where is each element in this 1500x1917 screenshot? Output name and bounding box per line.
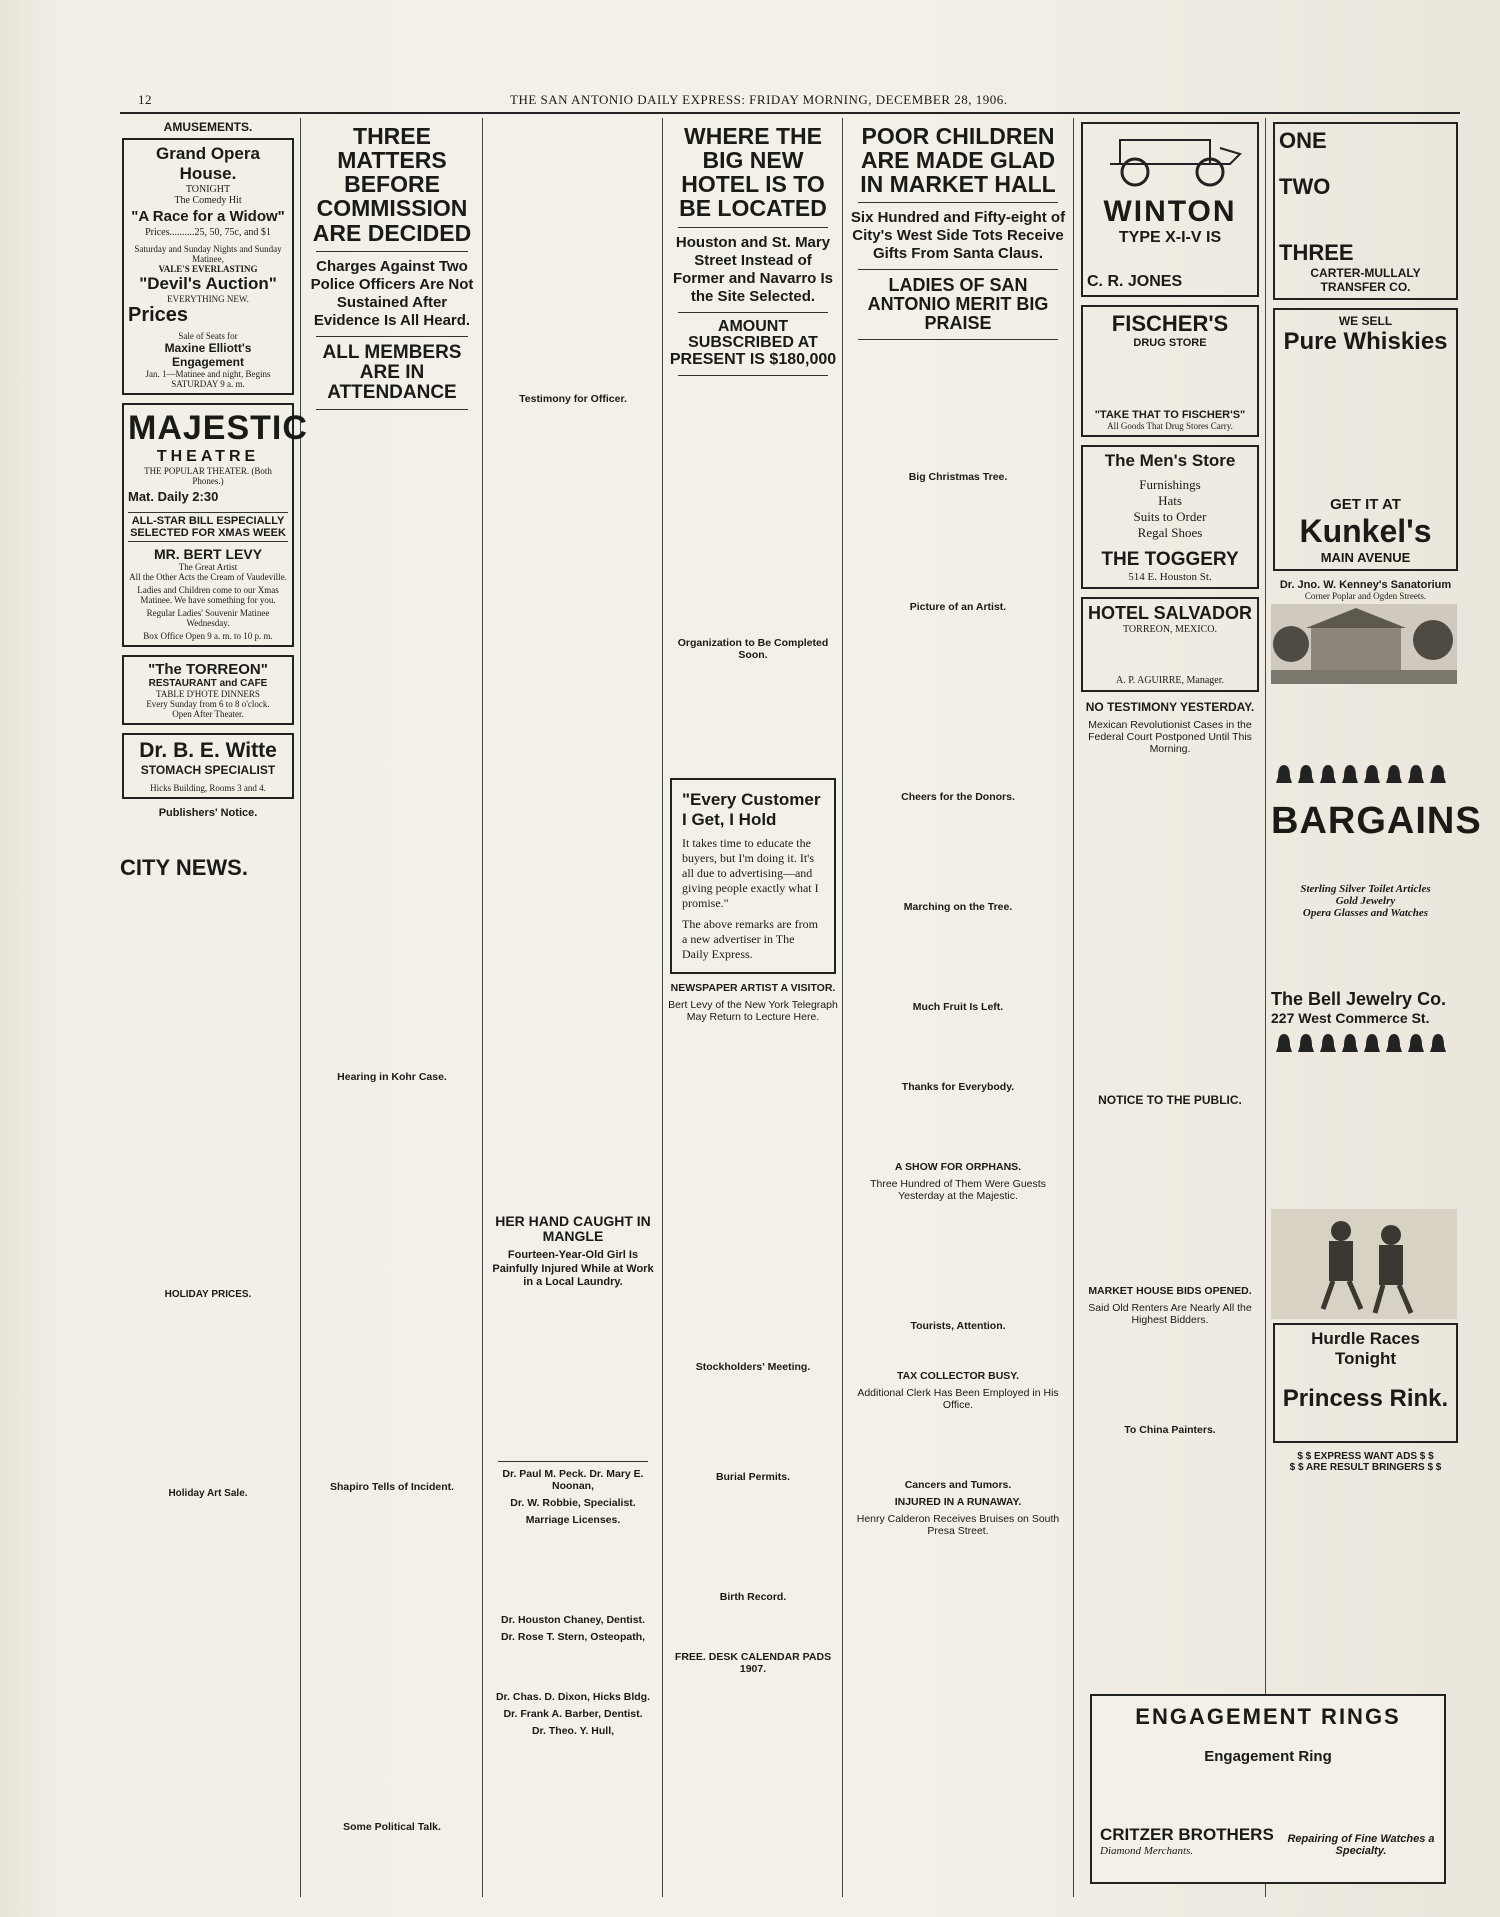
restaurant-line: RESTAURANT and CAFE <box>148 678 268 689</box>
whiskies-ad <box>1273 308 1458 571</box>
winton-type: TYPE X-I-V IS <box>1118 229 1222 246</box>
tonight-label: TONIGHT <box>185 184 231 195</box>
children-deck: Six Hundred and Fifty-eight of City's West Side Tots Receive Gifts From Santa Claus. <box>850 209 1066 263</box>
stomach-line: STOMACH SPECIALIST <box>140 763 276 777</box>
body-text <box>1279 1369 1452 1385</box>
body-text <box>848 1335 1068 1365</box>
body-text <box>488 1740 658 1800</box>
subhead: Tourists, Attention. <box>910 1320 1006 1333</box>
critzer-brothers: CRITZER BROTHERS <box>1100 1825 1274 1844</box>
skaters-illustration <box>1271 1209 1457 1319</box>
after-line: Open After Theater. <box>172 709 244 719</box>
hotel-deck-2: AMOUNT SUBSCRIBED AT PRESENT IS $180,000 <box>669 317 837 369</box>
tax-deck: Additional Clerk Has Been Employed in His Office. <box>857 1387 1059 1412</box>
opera-house-ad <box>122 138 294 395</box>
body-text <box>668 382 838 632</box>
body-text <box>120 1304 296 1484</box>
column-commission <box>306 118 478 1897</box>
bell-address: 227 West Commerce St. <box>1271 1010 1430 1026</box>
hotel-deck: Houston and St. Mary Street Instead of Former and Navarro Is the Site Selected. <box>672 233 834 305</box>
artist-deck: Bert Levy of the New York Telegraph May Return to Lecture Here. <box>668 998 838 1023</box>
body-text <box>1279 154 1452 174</box>
body-text <box>488 118 658 388</box>
prices-line: Prices..........25, 50, 75c, and $1 <box>145 227 271 238</box>
express-ad-foot: The above remarks are from a new advertiser in The Daily Express. <box>682 916 818 961</box>
subhead: Cancers and Tumors. <box>904 1479 1012 1492</box>
body-text <box>848 1540 1068 1640</box>
masthead-rule <box>120 112 1460 114</box>
bell-jewelry: The Bell Jewelry Co. <box>1271 989 1447 1009</box>
body-text <box>306 1086 478 1476</box>
marriage-licenses: Marriage Licenses. <box>525 1513 621 1526</box>
salvador-location: TORREON, MEXICO. <box>1123 624 1217 635</box>
column-divider <box>1265 118 1266 1897</box>
column-divider <box>662 118 663 1897</box>
subhead: Big Christmas Tree. <box>908 471 1008 484</box>
ladies-line: Ladies and Children come to our Xmas Matinee. We have something for you. <box>137 585 279 605</box>
engagement-ad <box>1090 1694 1446 1884</box>
headline-deck: Charges Against Two Police Officers Are Not Sustained After Evidence Is All Heard. <box>310 257 474 329</box>
body-text <box>1087 247 1253 273</box>
jones-name: C. R. JONES <box>1087 273 1183 290</box>
artist-headline: NEWSPAPER ARTIST A VISITOR. <box>670 981 836 994</box>
three-label: THREE <box>1279 240 1354 265</box>
column-ads-2 <box>1271 118 1482 1897</box>
body-text <box>306 416 478 1066</box>
hurdle-title: Hurdle Races Tonight <box>1311 1329 1420 1368</box>
kunkels: Kunkel's <box>1299 513 1432 549</box>
majestic-ad <box>122 403 308 647</box>
body-text <box>848 916 1068 996</box>
body-text <box>488 1529 658 1609</box>
carter-mullaly: CARTER-MULLALY TRANSFER CO. <box>1310 266 1421 294</box>
opera-line: Opera Glasses and Watches <box>1302 907 1429 919</box>
sale-line: Sale of Seats for <box>178 331 238 341</box>
two-label: TWO <box>1279 174 1331 199</box>
express-ad-body: It takes time to educate the buyers, but I'm doing it. It's all due to advertising—and giving people exactly what I promise." <box>682 835 819 910</box>
china-painters: To China Painters. <box>1124 1424 1216 1436</box>
body-text <box>848 1414 1068 1474</box>
children-deck-2: LADIES OF SAN ANTONIO MERIT BIG PRAISE <box>867 275 1049 334</box>
body-text <box>1271 687 1460 757</box>
body-text <box>1271 843 1460 883</box>
one-label: ONE <box>1279 128 1327 153</box>
hicks-line: Hicks Building, Rooms 3 and 4. <box>150 783 266 793</box>
bell-icon <box>1276 763 1456 789</box>
children-headline: POOR CHILDREN ARE MADE GLAD IN MARKET HALL <box>860 123 1056 198</box>
subhead: Marching on the Tree. <box>903 901 1013 914</box>
market-deck: Said Old Renters Are Nearly All the Highest Bidders. <box>1088 1302 1252 1326</box>
hats: Hats <box>1158 493 1182 508</box>
body-text <box>120 1503 296 1623</box>
body-text <box>1079 758 1261 1088</box>
result-bringers: $ $ ARE RESULT BRINGERS $ $ <box>1289 1462 1442 1473</box>
body-text <box>1087 349 1253 409</box>
body-text <box>488 1646 658 1686</box>
subhead: Thanks for Everybody. <box>901 1081 1015 1094</box>
mangle-headline: HER HAND CAUGHT IN MANGLE <box>495 1213 651 1244</box>
professional-card: Dr. Chas. D. Dixon, Hicks Bldg. <box>495 1690 651 1703</box>
toggery-address: 514 E. Houston St. <box>1128 571 1212 583</box>
publishers-notice: Publishers' Notice. <box>158 807 258 819</box>
body-text <box>668 1606 838 1646</box>
furnishings: Furnishings <box>1139 477 1201 492</box>
diamond-merchants: Diamond Merchants. <box>1100 1845 1194 1857</box>
subhead: Burial Permits. <box>715 1470 791 1483</box>
jan-line: Jan. 1—Matinee and night, Begins SATURDAY 9 a. m. <box>145 369 271 389</box>
tax-headline: TAX COLLECTOR BUSY. <box>896 1370 1020 1383</box>
regal-shoes: Regal Shoes <box>1137 525 1203 540</box>
notice-headline: NOTICE TO THE PUBLIC. <box>1098 1093 1242 1107</box>
page-number: 12 <box>138 92 152 107</box>
bell-icon <box>1276 1032 1456 1058</box>
opera-house-title: Grand Opera House. <box>156 144 260 183</box>
holiday-prices: HOLIDAY PRICES. <box>164 1289 252 1300</box>
body-text <box>668 1486 838 1586</box>
body-text <box>848 1096 1068 1156</box>
body-text <box>1279 356 1452 496</box>
express-ad <box>670 778 836 974</box>
matinee-line: Mat. Daily 2:30 <box>128 489 219 504</box>
body-text <box>1087 635 1253 675</box>
injured-headline: INJURED IN A RUNAWAY. <box>894 1496 1022 1509</box>
column-divider <box>842 118 843 1897</box>
fischer-title: FISCHER'S <box>1111 311 1229 336</box>
body-text <box>1279 1413 1452 1437</box>
body-text <box>848 346 1068 466</box>
gold-line: Gold Jewelry <box>1335 895 1396 907</box>
body-text <box>306 1836 478 1916</box>
torreon-ad <box>122 655 294 725</box>
subhead: Birth Record. <box>719 1590 787 1603</box>
bert-sub: The Great Artist <box>178 562 238 572</box>
majestic-title: MAJESTIC <box>128 409 308 447</box>
subhead: Picture of an Artist. <box>909 601 1007 614</box>
body-text <box>120 885 296 1285</box>
express-want-ads: $ $ EXPRESS WANT ADS $ $ <box>1297 1451 1434 1462</box>
transfer-ad <box>1273 122 1458 300</box>
headline: THREE MATTERS BEFORE COMMISSION ARE DECIDED <box>312 123 472 246</box>
column-amusements <box>120 118 308 1897</box>
column-ads-1 <box>1079 118 1261 1897</box>
column-hotel <box>668 118 838 1897</box>
sunday-line: Every Sunday from 6 to 8 o'clock. <box>146 699 270 709</box>
comedy-label: The Comedy Hit <box>174 195 242 206</box>
everything-new: EVERYTHING NEW. <box>167 294 249 304</box>
amusements-heading: AMUSEMENTS. <box>163 120 253 134</box>
witte-title: Dr. B. E. Witte <box>139 739 277 762</box>
regular-line: Regular Ladies' Souvenir Matinee Wednesday. <box>146 608 270 628</box>
body-text <box>848 1016 1068 1076</box>
salvador-title: HOTEL SALVADOR <box>1087 603 1252 623</box>
market-headline: MARKET HOUSE BIDS OPENED. <box>1088 1285 1252 1297</box>
engagement-sub: Engagement Ring <box>1204 1748 1332 1765</box>
professional-card: Dr. Houston Chaney, Dentist. <box>501 1613 645 1626</box>
vale-line: VALE'S EVERLASTING <box>158 264 258 274</box>
we-sell: WE SELL <box>1338 314 1393 328</box>
prices-label: Prices <box>128 304 189 326</box>
subhead: Organization to Be Completed Soon. <box>677 636 829 661</box>
subhead: Hearing in Kohr Case. <box>337 1070 447 1083</box>
professional-card: Dr. Frank A. Barber, Dentist. <box>503 1707 643 1720</box>
holiday-art: Holiday Art Sale. <box>168 1488 248 1499</box>
popular-line: THE POPULAR THEATER. (Both Phones.) <box>144 466 272 486</box>
subhead: Stockholders' Meeting. <box>695 1360 811 1373</box>
subhead: Much Fruit Is Left. <box>912 1001 1004 1014</box>
headline-deck-2: ALL MEMBERS ARE IN ATTENDANCE <box>322 341 462 403</box>
no-testimony-deck: Mexican Revolutionist Cases in the Federal Court Postponed Until This Morning. <box>1088 719 1252 755</box>
column-divider <box>300 118 301 1897</box>
city-news-heading: CITY NEWS. <box>120 855 248 880</box>
salvador-manager: A. P. AGUIRRE, Manager. <box>1115 675 1225 686</box>
body-text <box>1271 919 1460 989</box>
body-text <box>668 664 838 774</box>
bert-levy: MR. BERT LEVY <box>153 546 263 562</box>
body-text <box>1279 200 1452 240</box>
subhead: Testimony for Officer. <box>519 393 627 405</box>
winton-title: WINTON <box>1103 195 1237 228</box>
body-text <box>848 486 1068 596</box>
body-text <box>1100 1730 1436 1748</box>
body-text <box>1079 1329 1261 1419</box>
body-text <box>848 1205 1068 1315</box>
body-text <box>488 408 658 1208</box>
column-divider <box>482 118 483 1897</box>
orphans-deck: Three Hundred of Them Were Guests Yesterday at the Majestic. <box>870 1178 1046 1203</box>
professional-card: Dr. Theo. Y. Hull, <box>531 1724 615 1737</box>
subhead: Shapiro Tells of Incident. <box>329 1480 455 1493</box>
main-avenue: MAIN AVENUE <box>1320 550 1411 565</box>
professional-card: Dr. Paul M. Peck. Dr. Mary E. Noonan, <box>502 1467 644 1492</box>
boxoffice-line: Box Office Open 9 a. m. to 10 p. m. <box>143 631 273 641</box>
body-text <box>1100 1765 1436 1825</box>
play-title-2: "Devil's Auction" <box>139 274 277 293</box>
column-divider <box>1073 118 1074 1897</box>
bargains-title: BARGAINS <box>1271 800 1482 842</box>
salvador-ad <box>1081 597 1259 692</box>
other-acts: All the Other Acts the Cream of Vaudeville. <box>129 572 287 582</box>
subhead: Some Political Talk. <box>343 1820 441 1833</box>
orphans-headline: A SHOW FOR ORPHANS. <box>894 1161 1022 1174</box>
body-text <box>120 819 296 849</box>
winton-ad <box>1081 122 1259 297</box>
bells-row <box>1271 1032 1460 1063</box>
mens-title: The Men's Store <box>1104 451 1236 470</box>
theatre-title: THEATRE <box>156 448 260 465</box>
body-text <box>306 1496 478 1816</box>
kenney-address: Corner Poplar and Ogden Streets. <box>1304 591 1427 601</box>
toggery-title: THE TOGGERY <box>1101 549 1239 570</box>
column-testimony <box>488 118 658 1897</box>
body-text <box>848 616 1068 786</box>
express-ad-title: "Every Customer I Get, I Hold <box>682 789 821 829</box>
mens-store-ad <box>1081 445 1259 589</box>
fischer-ad <box>1081 305 1259 437</box>
drug-store: DRUG STORE <box>1133 337 1207 349</box>
automobile-illustration <box>1090 128 1250 190</box>
torreon-title: "The TORREON" <box>148 661 268 678</box>
body-text <box>668 1678 838 1738</box>
subhead: Cheers for the Donors. <box>901 791 1015 804</box>
professional-card: Dr. Rose T. Stern, Osteopath, <box>500 1630 646 1643</box>
all-goods: All Goods That Drug Stores Carry. <box>1107 421 1233 431</box>
professional-card: Dr. W. Robbie, Specialist. <box>510 1496 636 1509</box>
allstar-line: ALL-STAR BILL ESPECIALLY SELECTED FOR XMAS WEEK <box>128 512 288 542</box>
masthead <box>130 92 1460 110</box>
sterling-line: Sterling Silver Toilet Articles <box>1300 883 1431 895</box>
engagement-title: ENGAGEMENT RINGS <box>1135 1704 1401 1729</box>
princess-rink: Princess Rink. <box>1282 1385 1449 1412</box>
column-children <box>848 118 1068 1897</box>
hotel-headline: WHERE THE BIG NEW HOTEL IS TO BE LOCATED <box>679 123 827 222</box>
witte-ad <box>122 733 294 799</box>
body-text <box>668 1376 838 1466</box>
get-it-at: GET IT AT <box>1330 496 1401 513</box>
hurdle-ad <box>1273 1323 1458 1443</box>
maxine-line: Maxine Elliott's Engagement <box>164 341 252 369</box>
bells-row <box>1271 763 1460 794</box>
pure-whiskies: Pure Whiskies <box>1283 328 1448 355</box>
no-testimony-headline: NO TESTIMONY YESTERDAY. <box>1085 700 1255 714</box>
table-line: TABLE D'HOTE DINNERS <box>156 689 260 699</box>
saturday-line: Saturday and Sunday Nights and Sunday Matinee, <box>134 244 282 264</box>
play-title: "A Race for a Widow" <box>131 208 285 225</box>
kenney-title: Dr. Jno. W. Kenney's Sanatorium <box>1279 579 1452 591</box>
body-text <box>1079 1110 1261 1280</box>
body-text <box>1271 1069 1460 1209</box>
repairing-line: Repairing of Fine Watches a Specialty. <box>1287 1833 1435 1857</box>
body-text <box>668 1026 838 1356</box>
body-text <box>488 1295 658 1455</box>
suits: Suits to Order <box>1133 509 1207 524</box>
injured-deck: Henry Calderon Receives Bruises on South Presa Street. <box>856 1513 1060 1538</box>
masthead-title: THE SAN ANTONIO DAILY EXPRESS: FRIDAY MORNING, DECEMBER 28, 1906. <box>510 92 1008 107</box>
body-text <box>848 806 1068 896</box>
take-line: "TAKE THAT TO FISCHER'S" <box>1094 409 1246 421</box>
sanatorium-illustration <box>1271 604 1457 684</box>
mangle-deck: Fourteen-Year-Old Girl Is Painfully Injured While at Work in a Local Laundry. <box>492 1249 654 1288</box>
subhead: FREE. DESK CALENDAR PADS 1907. <box>674 1650 832 1675</box>
